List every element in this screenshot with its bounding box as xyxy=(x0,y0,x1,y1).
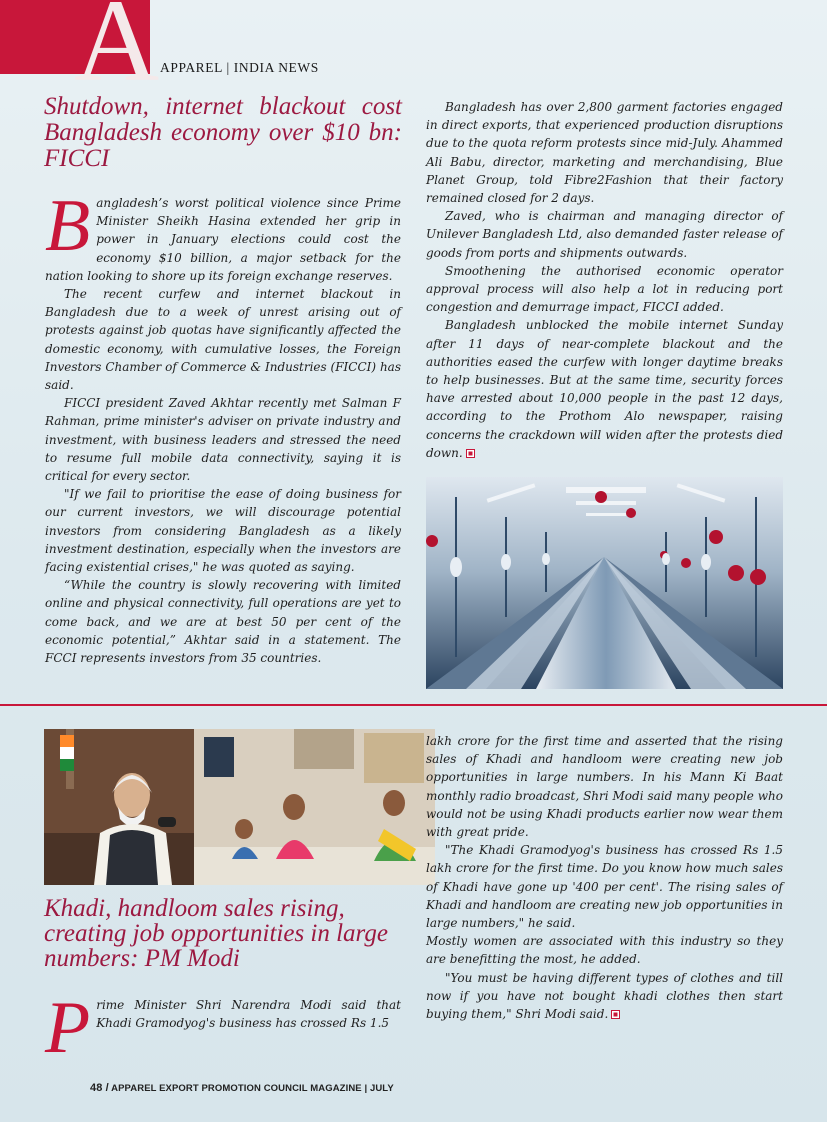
pm-modi-radio-broadcast-photo xyxy=(44,729,435,885)
article1-column-1 xyxy=(45,185,401,667)
article1-paragraph: “While the country is slowly recovering with limited online and physical connectivity, full operations are yet to come back, and we are at best 50 per cent of the economic potential,” Akhtar said in a statement. The FCCI represents investors from 35 countries. xyxy=(45,578,401,666)
article1-paragraph: FICCI president Zaved Akhtar recently met Salman F Rahman, prime minister's adviser on private industry and investment, with business leaders and stressed the need to resume full mobile data connectivity, saying it is critical for every sector. xyxy=(45,396,401,484)
article1-paragraph-text: Bangladesh unblocked the mobile internet Sunday after 11 days of near-complete blackout and the authorities eased the curfew with longer daytime breaks to help businesses. But at the same time, security forces have arrested about 10,000 people in the past 12 days, according to the Prothom Alo newspaper, raising concerns the crackdown will widen after the protests died down. xyxy=(426,318,783,460)
article1-last-paragraph xyxy=(426,316,783,462)
page-footer xyxy=(90,1082,394,1094)
article2-lead-paragraph xyxy=(45,987,401,1069)
textile-factory-photo xyxy=(426,477,783,689)
section-label: APPAREL | INDIA NEWS xyxy=(160,60,319,75)
article2-paragraph: lakh crore for the first time and asserted that the rising sales of Khadi and handloom were creating new job opportunities in large numbers. In his Mann Ki Baat monthly radio broadcast, Shri Modi said many people who would not be using Khadi products earlier now wear them with great pride. xyxy=(426,734,783,840)
article2-paragraph-text: "You must be having different types of clothes and till now if you have not bought khadi clothes then start buying them," Shri Modi said. xyxy=(426,970,783,1022)
magazine-logo-block xyxy=(0,0,160,106)
end-mark-icon xyxy=(466,449,475,458)
logo-letter: A xyxy=(74,0,160,106)
page-number: 48 / xyxy=(90,1082,109,1094)
article2-last-paragraph xyxy=(426,969,783,1024)
article2-column-1 xyxy=(45,987,401,1069)
article2-lead-text: rime Minister Shri Narendra Modi said that Khadi Gramodyog's business has crossed Rs 1.5 xyxy=(96,998,401,1031)
section-divider xyxy=(0,704,827,706)
article2-column-2 xyxy=(426,732,783,1023)
article2-paragraph: "The Khadi Gramodyog's business has crossed Rs 1.5 lakh crore for the first time. Do you know how much sales of Khadi have gone up '400 per cent'. The rising sales of Khadi and handloom are creating new job opportunities in large numbers," he said. xyxy=(426,843,783,931)
article1-paragraph: Bangladesh has over 2,800 garment factories engaged in direct exports, that experienced production disruptions due to the quota reform protests since mid-July. Ahammed Ali Babu, director, marketing and merchandising, Blue Planet Group, told Fibre2Fashion that their factory remained closed for 2 days. xyxy=(426,100,783,206)
article1-column-2 xyxy=(426,98,783,462)
end-mark-icon xyxy=(611,1010,620,1019)
article1-lead-text: angladesh’s worst political violence since Prime Minister Sheikh Hasina extended her grip in power in January elections could cost the economy $10 billion, a major setback for the nation looking to shore up its foreign exchange reserves. xyxy=(45,196,401,283)
article1-paragraph: Smoothening the authorised economic operator approval process will also help a lot in reducing port congestion and demurrage impact, FICCI added. xyxy=(426,263,783,315)
article1-title: Shutdown, internet blackout cost Bangladesh economy over $10 bn: FICCI xyxy=(44,93,402,172)
article1-paragraph: "If we fail to prioritise the ease of doing business for our current investors, we will discourage potential investors from considering Bangladesh as a likely investment destination, especially when the investors are facing existential crises," he was quoted as saying. xyxy=(45,487,401,575)
article1-dropcap: B xyxy=(45,185,91,267)
article2-dropcap: P xyxy=(45,987,91,1069)
footer-publication: APPAREL EXPORT PROMOTION COUNCIL MAGAZINE | JULY xyxy=(111,1083,394,1094)
article1-paragraph: Zaved, who is chairman and managing director of Unilever Bangladesh Ltd, also demanded faster release of goods from ports and shipments outwards. xyxy=(426,209,783,260)
article1-lead-paragraph xyxy=(45,185,401,285)
article2-title: Khadi, handloom sales rising, creating job opportunities in large numbers: PM Modi xyxy=(44,895,388,972)
article1-paragraph: The recent curfew and internet blackout in Bangladesh due to a week of unrest arising out of protests against job quotas have significantly affected the domestic economy, with cumulative losses, the Foreign Investors Chamber of Commerce & Industries (FICCI) has said. xyxy=(45,287,401,393)
article2-paragraph: Mostly women are associated with this industry so they are benefitting the most, he added. xyxy=(426,934,783,967)
